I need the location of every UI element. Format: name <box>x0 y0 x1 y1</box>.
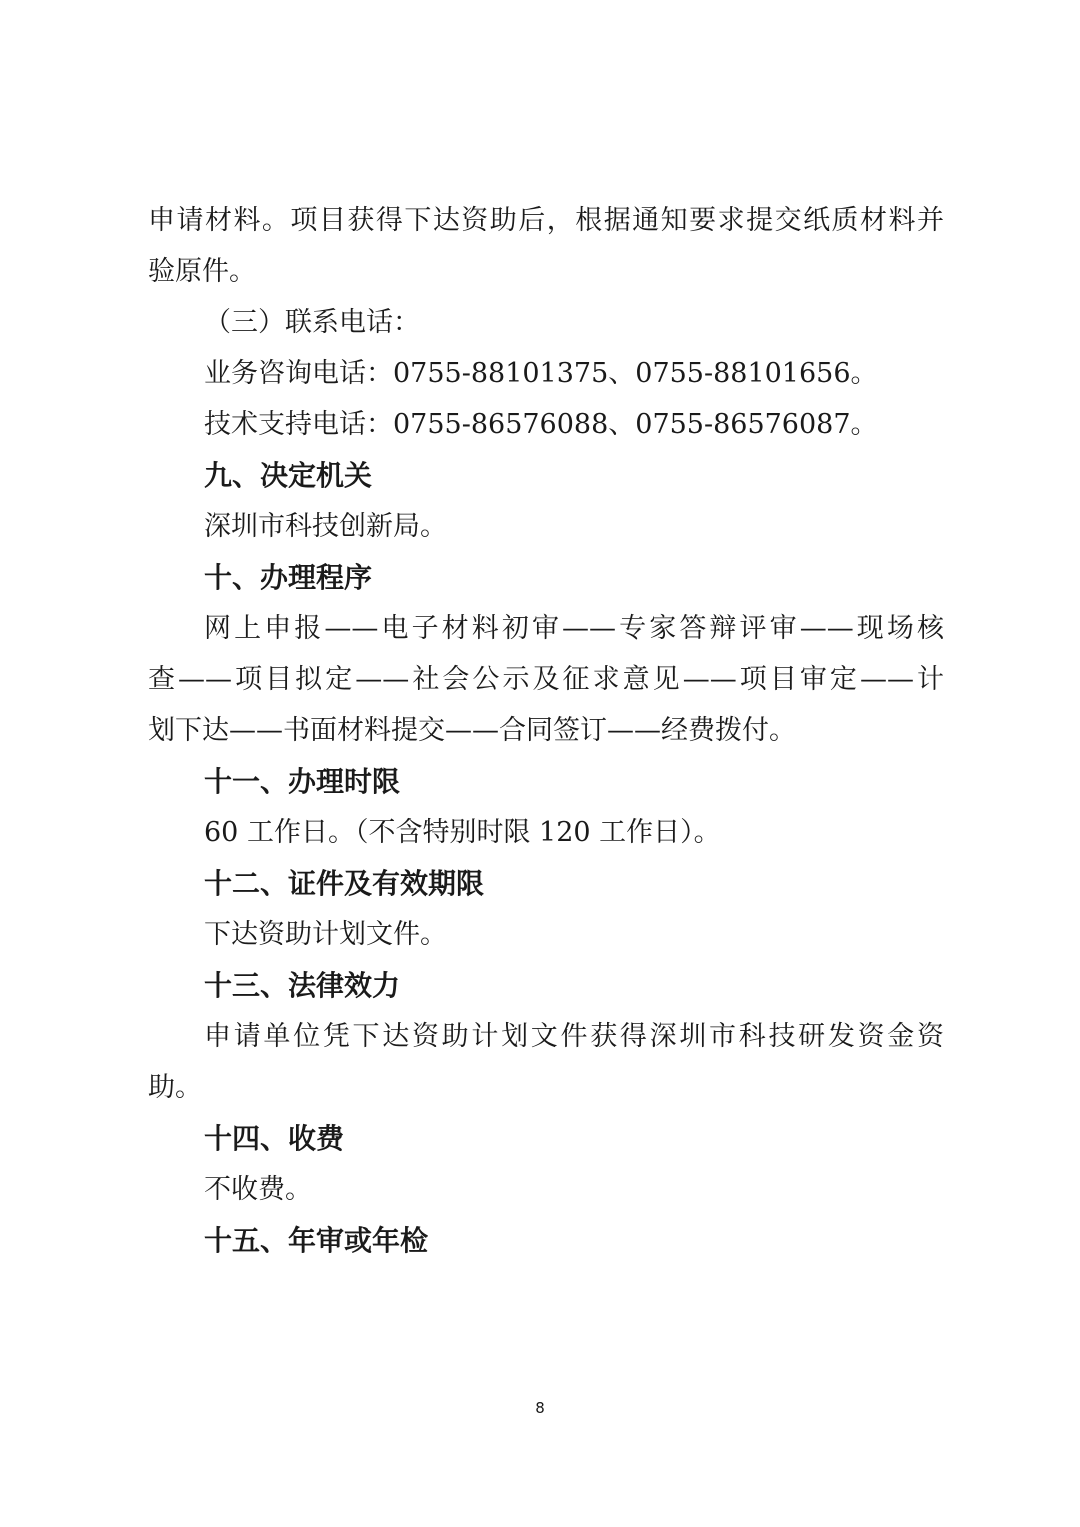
paragraph-line: 申请材料。项目获得下达资助后，根据通知要求提交纸质材料并 <box>148 205 944 236</box>
section-heading-14: 十四、收费 <box>204 1122 345 1155</box>
tech-support-phone-line: 技术支持电话：0755-86576088、0755-86576087。 <box>204 409 878 440</box>
subheading-contact: （三）联系电话： <box>204 307 420 338</box>
paragraph-line: 申请单位凭下达资助计划文件获得深圳市科技研发资金资 <box>204 1021 944 1052</box>
paragraph-line: 查——项目拟定——社会公示及征求意见——项目审定——计 <box>148 664 944 695</box>
paragraph-line: 网上申报——电子材料初审——专家答辩评审——现场核 <box>204 613 944 644</box>
section-heading-12: 十二、证件及有效期限 <box>204 867 485 900</box>
section-heading-9: 九、决定机关 <box>204 459 373 492</box>
paragraph-line: 划下达——书面材料提交——合同签订——经费拨付。 <box>148 715 796 746</box>
paragraph-line: 下达资助计划文件。 <box>204 919 447 950</box>
paragraph-line: 助。 <box>148 1072 202 1103</box>
paragraph-line: 不收费。 <box>204 1174 312 1205</box>
business-phone-line: 业务咨询电话：0755-88101375、0755-88101656。 <box>204 358 878 389</box>
section-heading-11: 十一、办理时限 <box>204 765 401 798</box>
section-heading-15: 十五、年审或年检 <box>204 1224 429 1257</box>
section-heading-13: 十三、法律效力 <box>204 969 401 1002</box>
paragraph-line: 验原件。 <box>148 256 256 287</box>
paragraph-line: 60 工作日。（不含特别时限 120 工作日）。 <box>204 817 721 848</box>
section-heading-10: 十、办理程序 <box>204 561 373 594</box>
page-number: 8 <box>535 1399 545 1417</box>
paragraph-line: 深圳市科技创新局。 <box>204 511 447 542</box>
